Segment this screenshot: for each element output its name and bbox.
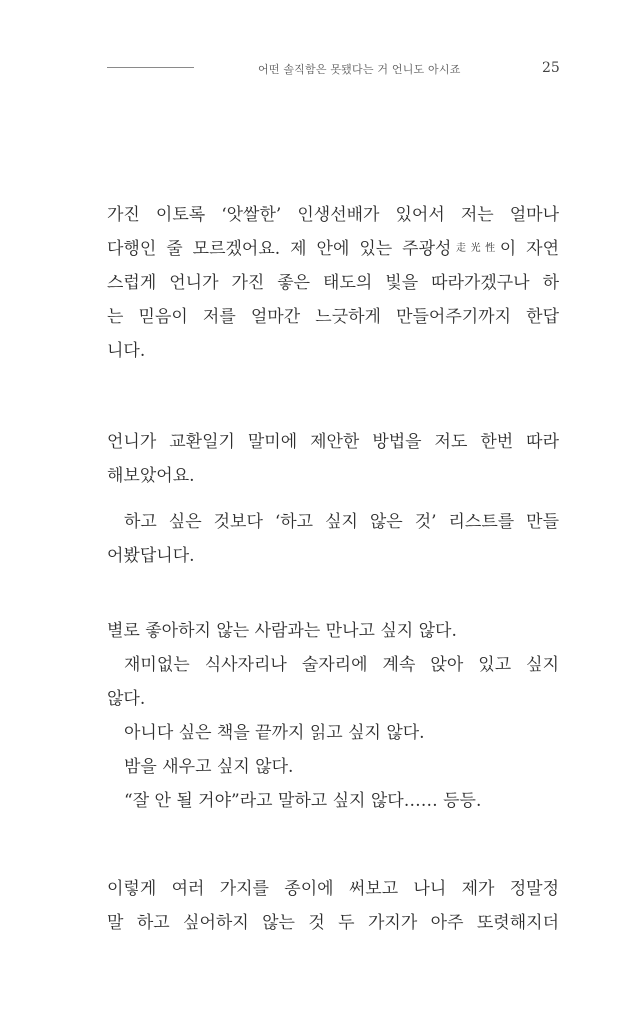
list-item: “잘 안 될 거야”라고 말하고 싶지 않다…… 등등.	[124, 791, 482, 811]
text-segment: 다행인 줄 모르겠어요. 제 안에 있는 주광성	[107, 239, 452, 259]
text-line: 언니가 교환일기 말미에 제안한 방법을 저도 한번 따라	[107, 432, 559, 452]
page-number: 25	[542, 60, 560, 76]
text-line: 하고 싶은 것보다 ‘하고 싶지 않은 것’ 리스트를 만들	[124, 512, 559, 532]
text-line: 말 하고 싶어하지 않는 것 두 가지가 아주 또렷해지더	[107, 913, 559, 933]
text-line: 이렇게 여러 가지를 종이에 써보고 나니 제가 정말정	[107, 879, 559, 899]
list-item: 재미없는 식사자리나 술자리에 계속 앉아 있고 싶지	[124, 655, 559, 675]
text-line: 해보았어요.	[107, 466, 195, 486]
dont-want-list	[107, 614, 559, 818]
text-line: 스럽게 언니가 가진 좋은 태도의 빛을 따라가겠구나 하	[107, 273, 559, 293]
paragraph-3	[107, 505, 559, 573]
text-line: 어봤답니다.	[107, 546, 195, 566]
text-line: 니다.	[107, 341, 146, 361]
paragraph-1	[107, 198, 559, 368]
text-line: 는 믿음이 저를 얼마간 느긋하게 만들어주기까지 한답	[107, 307, 559, 327]
text-segment: 이 자연	[499, 239, 559, 259]
list-item: 별로 좋아하지 않는 사람과는 만나고 싶지 않다.	[107, 621, 457, 641]
paragraph-2	[107, 425, 559, 493]
list-item: 밤을 새우고 싶지 않다.	[124, 757, 294, 777]
paragraph-4	[107, 872, 559, 940]
text-line	[107, 232, 559, 266]
hanja-annotation: 走光性	[451, 243, 500, 254]
header-rule	[107, 67, 194, 68]
list-item: 아니다 싶은 책을 끝까지 읽고 싶지 않다.	[124, 723, 425, 743]
text-line: 가진 이토록 ‘앗쌀한’ 인생선배가 있어서 저는 얼마나	[107, 205, 559, 225]
running-title: 어떤 솔직함은 못됐다는 거 언니도 아시죠	[258, 63, 461, 76]
list-item-continuation: 않다.	[107, 689, 146, 709]
